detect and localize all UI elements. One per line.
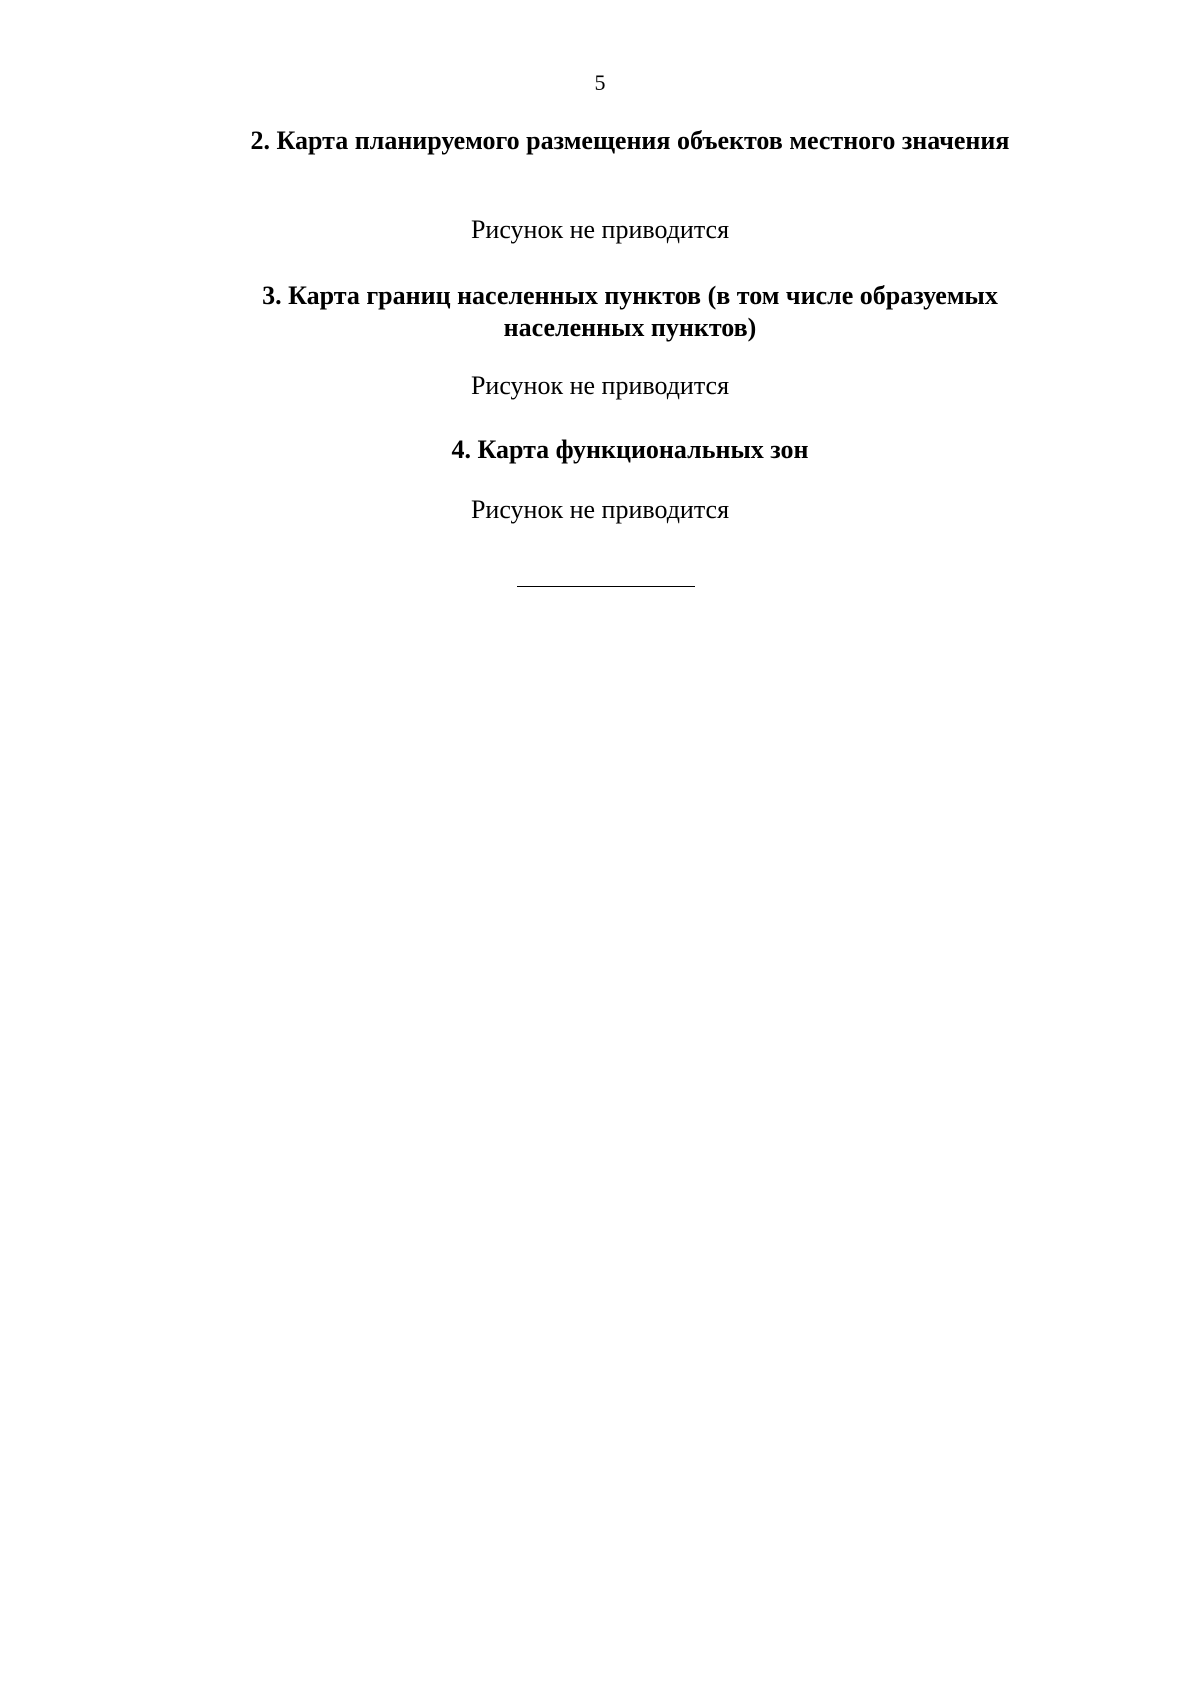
figure-omitted-note-2: Рисунок не приводится [470, 215, 730, 244]
section-heading-3: 3. Карта границ населенных пунктов (в том числе образуемых населенных пунктов) [262, 281, 998, 342]
end-of-document-rule [517, 586, 695, 587]
figure-omitted-note-4: Рисунок не приводится [470, 495, 730, 524]
section-heading-2: 2. Карта планируемого размещения объектов местного значения [250, 126, 1010, 155]
figure-omitted-note-3: Рисунок не приводится [470, 371, 730, 400]
section-heading-4: 4. Карта функциональных зон [451, 435, 809, 464]
page-number: 5 [594, 70, 606, 95]
